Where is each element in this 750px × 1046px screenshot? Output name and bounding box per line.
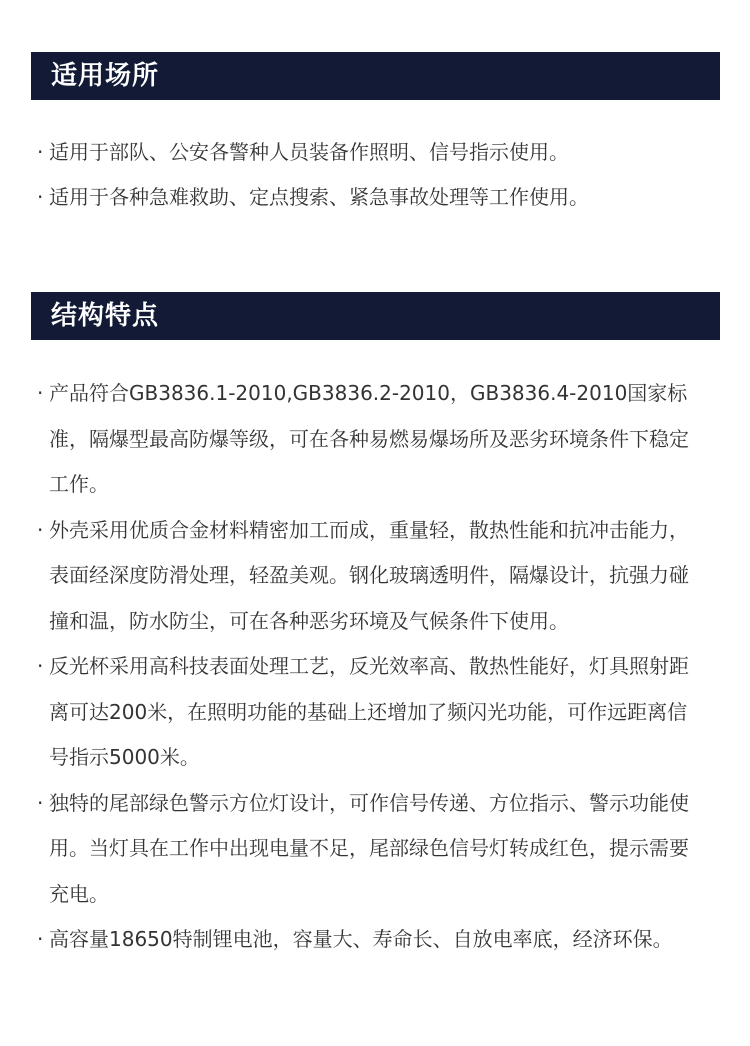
applicable-places-list — [37, 130, 705, 220]
list-item-text: 反光杯采用高科技表面处理工艺，反光效率高、散热性能好，灯具照射距离可达200米，在照明功能的基础上还增加了频闪光功能，可作远距离信号指示5000米。 — [49, 654, 689, 769]
list-item — [37, 508, 705, 645]
list-item — [37, 644, 705, 781]
list-item — [37, 917, 705, 963]
list-item-text: 高容量18650特制锂电池，容量大、寿命长、自放电率底，经济环保。 — [49, 927, 673, 951]
bullet-dot: · — [37, 654, 44, 678]
bullet-dot: · — [37, 185, 44, 209]
section-title-structural-features: 结构特点 — [31, 292, 720, 340]
section-title-applicable-places: 适用场所 — [31, 52, 720, 100]
list-item — [37, 371, 705, 508]
list-item-text: 独特的尾部绿色警示方位灯设计，可作信号传递、方位指示、警示功能使用。当灯具在工作中出现电量不足，尾部绿色信号灯转成红色，提示需要充电。 — [49, 790, 689, 906]
list-item-text: 产品符合GB3836.1-2010,GB3836.2-2010，GB3836.4-2010国家标准，隔爆型最高防爆等级，可在各种易燃易爆场所及恶劣环境条件下稳定工作。 — [49, 381, 689, 496]
bullet-dot: · — [37, 927, 44, 951]
list-item-text: 适用于各种急难救助、定点搜索、紧急事故处理等工作使用。 — [49, 185, 589, 209]
bullet-dot: · — [37, 140, 44, 164]
structural-features-list — [37, 371, 705, 963]
list-item — [37, 781, 705, 918]
bullet-dot: · — [37, 517, 44, 542]
list-item — [37, 175, 705, 220]
list-item-text: 外壳采用优质合金材料精密加工而成，重量轻，散热性能和抗冲击能力，表面经深度防滑处理，轻盈美观。钢化玻璃透明件，隔爆设计，抗强力碰撞和温，防水防尘，可在各种恶劣环境及气候条件下使用。 — [49, 517, 689, 633]
list-item-text: 适用于部队、公安各警种人员装备作照明、信号指示使用。 — [49, 140, 569, 164]
list-item — [37, 130, 705, 175]
bullet-dot: · — [37, 790, 44, 815]
bullet-dot: · — [37, 381, 44, 405]
